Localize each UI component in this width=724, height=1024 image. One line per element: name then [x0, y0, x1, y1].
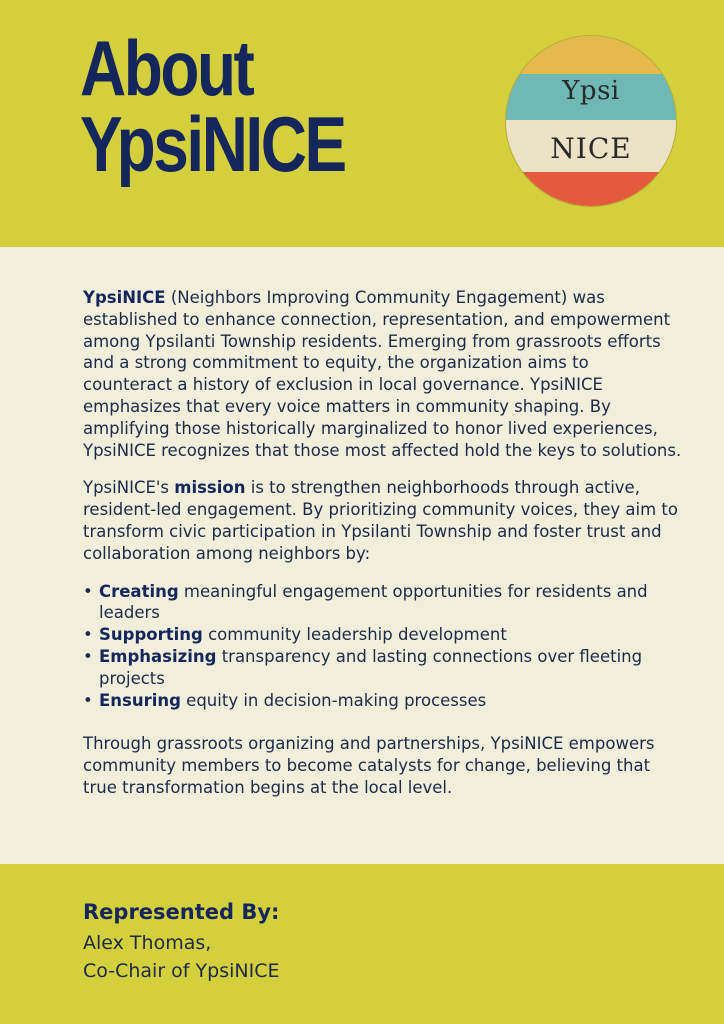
list-item-keyword: Creating [99, 581, 179, 601]
representative-role: Co-Chair of YpsiNICE [83, 960, 280, 982]
list-item-keyword: Ensuring [99, 690, 181, 710]
represented-by-heading: Represented By: [83, 900, 280, 924]
list-item-keyword: Emphasizing [99, 646, 217, 666]
intro-paragraph [83, 287, 683, 461]
bullet-icon: • [83, 581, 93, 601]
header-band [0, 0, 724, 247]
content-panel [0, 247, 724, 864]
list-item-text: meaningful engagement opportunities for residents and leaders [99, 581, 648, 623]
body-text [83, 287, 683, 815]
intro-brand: YpsiNICE [83, 288, 166, 307]
ypsinice-logo [506, 36, 676, 206]
list-item [83, 624, 683, 646]
bullet-icon: • [83, 646, 93, 666]
logo-word-nice: NICE [550, 132, 632, 165]
logo-stripe-orange [506, 172, 676, 206]
list-item [83, 646, 683, 690]
list-item-text: transparency and lasting connections over fleeting projects [99, 646, 643, 688]
logo-stripe-yellow [506, 36, 676, 74]
list-item-text: equity in decision-making processes [180, 690, 487, 710]
mission-keyword: mission [174, 478, 246, 498]
bullet-icon: • [83, 625, 93, 645]
logo-stripes [506, 36, 676, 206]
title-line-2: YpsiNICE [80, 100, 345, 188]
list-item-keyword: Supporting [99, 625, 203, 645]
list-item [83, 581, 683, 625]
intro-text: (Neighbors Improving Community Engagement) was established to enhance connection, representation, and empowerment among Ypsilanti Township residents. Emerging from grassroots efforts and a strong commitment to equity, the organization aims to counteract a history of exclusion in local governance. YpsiNICE emphasizes that every voice matters in community shaping. By amplifying those historically marginalized to honor lived experiences, YpsiNICE recognizes that those most affected hold the keys to solutions. [83, 288, 682, 460]
list-item-text: community leadership development [202, 625, 507, 645]
footer-band [0, 864, 724, 1024]
page-title [80, 24, 345, 188]
bullet-icon: • [83, 690, 93, 710]
title-line-1: About [80, 24, 253, 112]
closing-paragraph: Through grassroots organizing and partnerships, YpsiNICE empowers community members to become catalysts for change, believing that true transformation begins at the local level. [83, 734, 655, 797]
goals-list [83, 581, 683, 712]
logo-word-ypsi: Ypsi [562, 76, 620, 106]
list-item [83, 690, 683, 712]
representative-name: Alex Thomas, [83, 932, 212, 954]
mission-text: is to strengthen neighborhoods through active, resident-led engagement. By prioritizing community voices, they aim to transform civic participation in Ypsilanti Township and foster trust and collaboration among neighbors by: [83, 478, 678, 563]
mission-prefix: YpsiNICE's [83, 478, 175, 498]
mission-paragraph [83, 477, 683, 564]
